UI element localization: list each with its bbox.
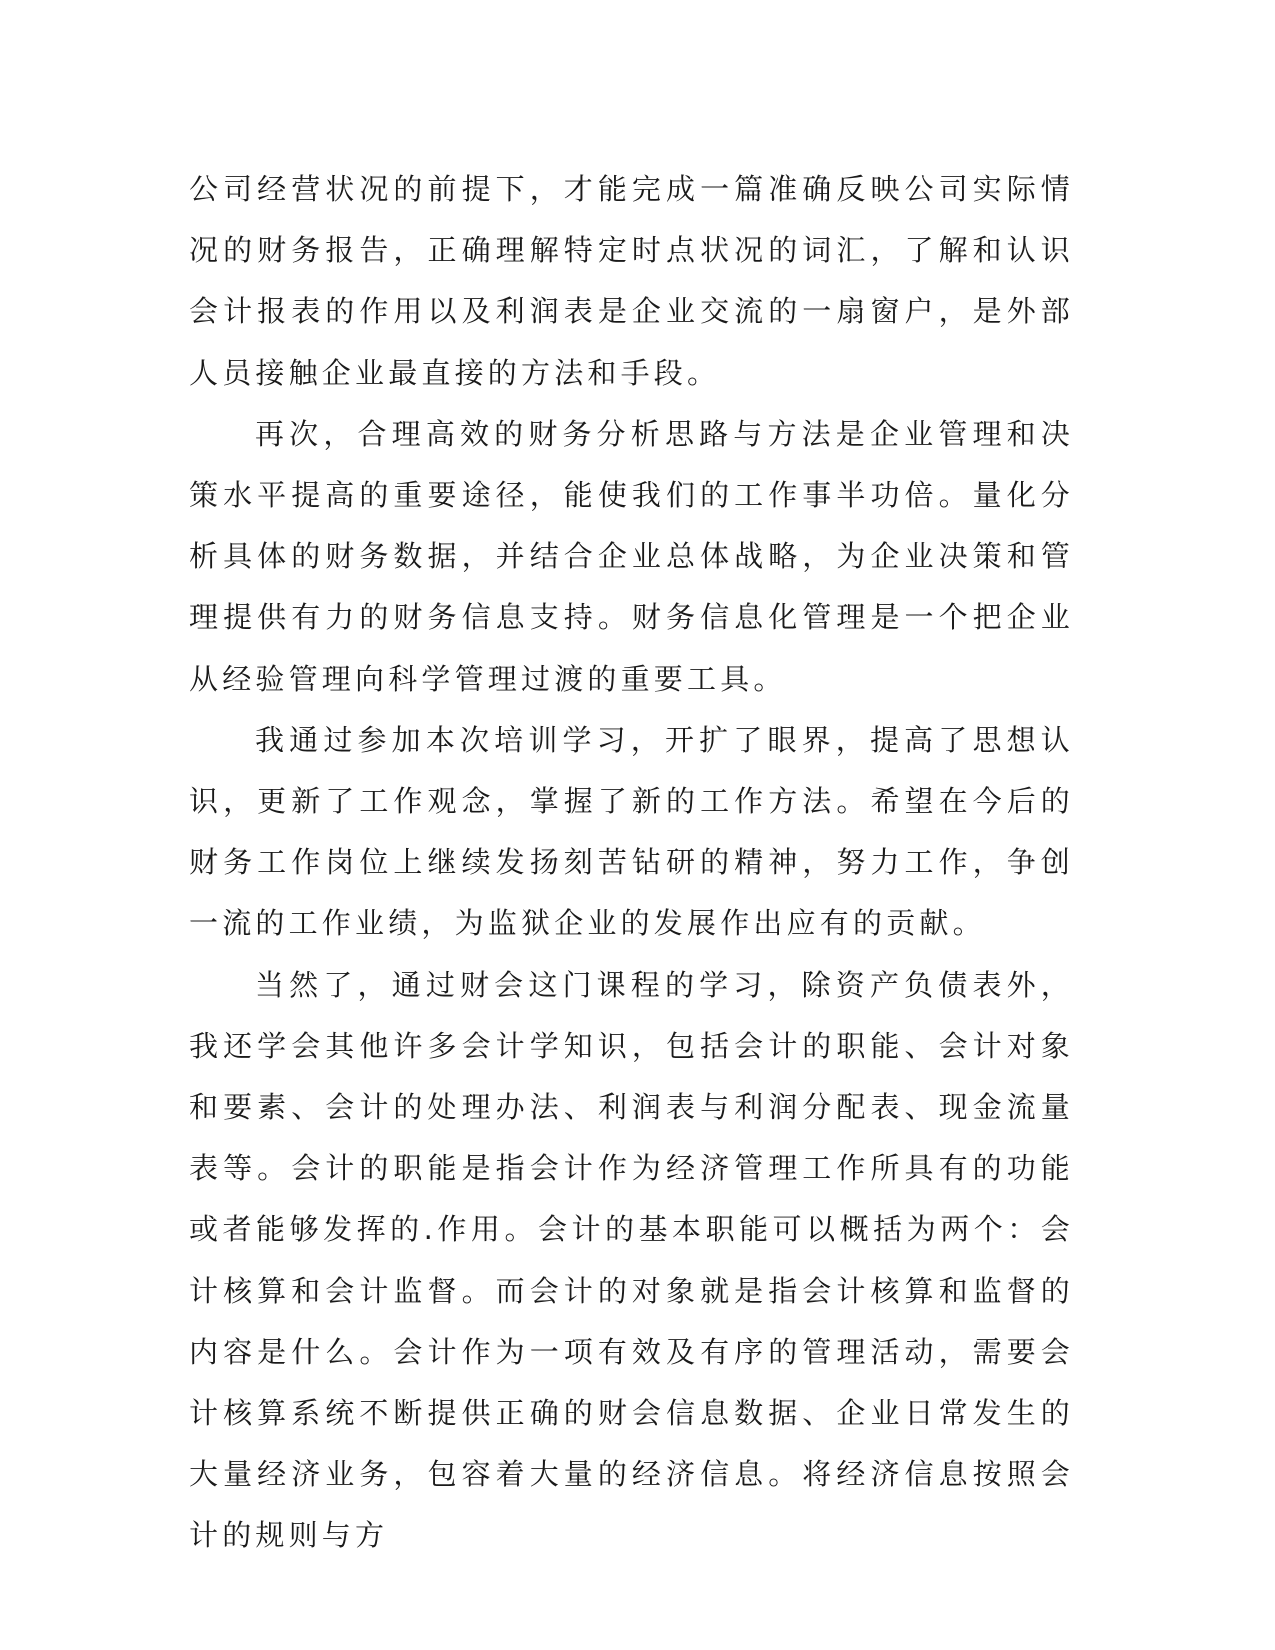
paragraph-1: 公司经营状况的前提下，才能完成一篇准确反映公司实际情况的财务报告，正确理解特定时点状况的词汇，了解和认识会计报表的作用以及利润表是企业交流的一扇窗户，是外部人员接触企业最直接的方法和手段。 [189,172,1074,390]
paragraph-4: 当然了，通过财会这门课程的学习，除资产负债表外，我还学会其他许多会计学知识，包括会计的职能、会计对象和要素、会计的处理办法、利润表与利润分配表、现金流量表等。会计的职能是指会计作为经济管理工作所具有的功能或者能够发挥的.作用。会计的基本职能可以概括为两个：会计核算和会计监督。而会计的对象就是指会计核算和监督的内容是什么。会计作为一项有效及有序的管理活动，需要会计核算系统不断提供正确的财会信息数据、企业日常发生的大量经济业务，包容着大量的经济信息。将经济信息按照会计的规则与方 [189,967,1074,1553]
paragraph-3: 我通过参加本次培训学习，开扩了眼界，提高了思想认识，更新了工作观念，掌握了新的工作方法。希望在今后的财务工作岗位上继续发扬刻苦钻研的精神，努力工作，争创一流的工作业绩，为监狱企业的发展作出应有的贡献。 [189,722,1074,941]
paragraph-2: 再次，合理高效的财务分析思路与方法是企业管理和决策水平提高的重要途径，能使我们的工作事半功倍。量化分析具体的财务数据，并结合企业总体战略，为企业决策和管理提供有力的财务信息支持。财务信息化管理是一个把企业从经验管理向科学管理过渡的重要工具。 [189,416,1074,696]
document-body [189,159,1074,1567]
